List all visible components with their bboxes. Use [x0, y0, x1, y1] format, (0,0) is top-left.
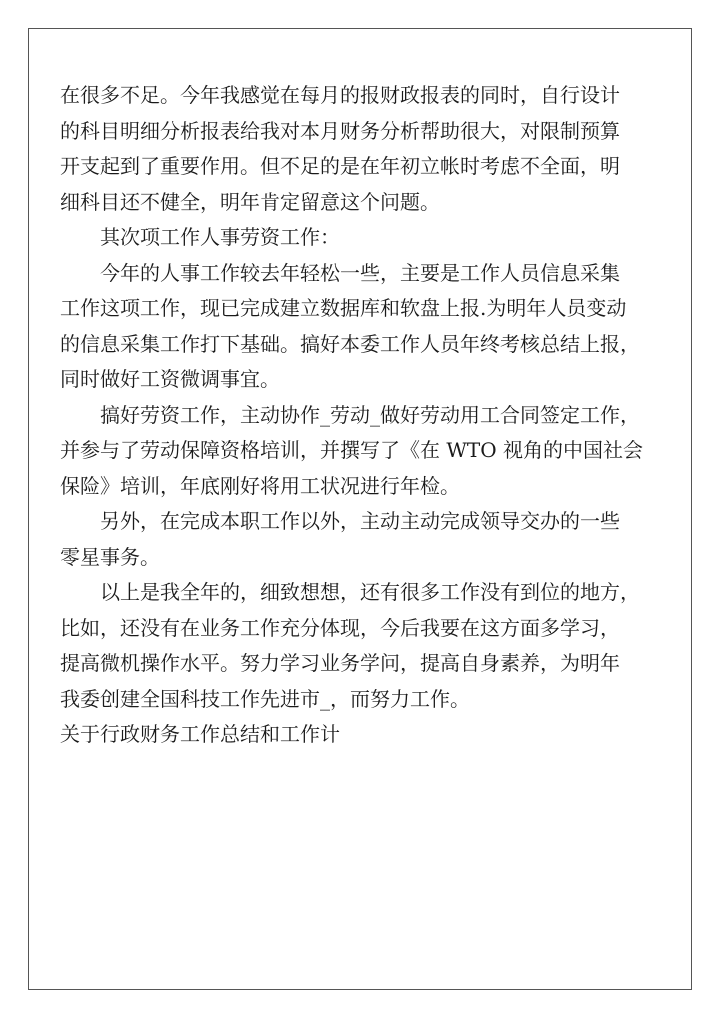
text-line: 同时做好工资微调事宜。 [60, 367, 280, 391]
paragraph-3 [60, 256, 660, 398]
text-line: 保险》培训，年底刚好将用工状况进行年检。 [60, 473, 460, 498]
text-line: 关于行政财务工作总结和工作计 [60, 722, 340, 746]
paragraph-2-heading [60, 220, 660, 256]
text-line: 其次项工作人事劳资工作： [100, 225, 340, 249]
text-line: 开支起到了重要作用。但不足的是在年初立帐时考虑不全面，明 [60, 154, 620, 178]
text-line: 的信息采集工作打下基础。搞好本委工作人员年终考核总结上报， [60, 331, 640, 356]
text-line: 以上是我全年的，细致想想，还有很多工作没有到位的地方， [100, 580, 640, 604]
paragraph-1 [60, 78, 660, 220]
text-line: 搞好劳资工作，主动协作_劳动_做好劳动用工合同签定工作， [100, 402, 640, 427]
paragraph-4 [60, 398, 660, 505]
closing-title [60, 717, 660, 753]
text-line: 提高微机操作水平。努力学习业务学问，提高自身素养，为明年 [60, 651, 620, 675]
text-line: 在很多不足。今年我感觉在每月的报财政报表的同时，自行设计 [60, 83, 620, 107]
document-body [60, 78, 660, 753]
text-line: 另外，在完成本职工作以外，主动主动完成领导交办的一些 [100, 509, 620, 533]
text-line: 零星事务。 [60, 544, 160, 569]
text-line: 工作这项工作，现已完成建立数据库和软盘上报.为明年人员变动 [60, 296, 627, 320]
text-line: 的科目明细分析报表给我对本月财务分析帮助很大，对限制预算 [60, 118, 620, 143]
paragraph-6 [60, 575, 660, 717]
text-line: 比如，还没有在业务工作充分体现，今后我要在这方面多学习， [60, 615, 620, 640]
text-line: 细科目还不健全，明年肯定留意这个问题。 [60, 189, 440, 214]
paragraph-5 [60, 504, 660, 575]
text-line: 并参与了劳动保障资格培训，并撰写了《在 WTO 视角的中国社会 [60, 438, 644, 462]
text-line: 我委创建全国科技工作先进市_，而努力工作。 [60, 686, 470, 711]
text-line: 今年的人事工作较去年轻松一些，主要是工作人员信息采集 [100, 260, 620, 285]
